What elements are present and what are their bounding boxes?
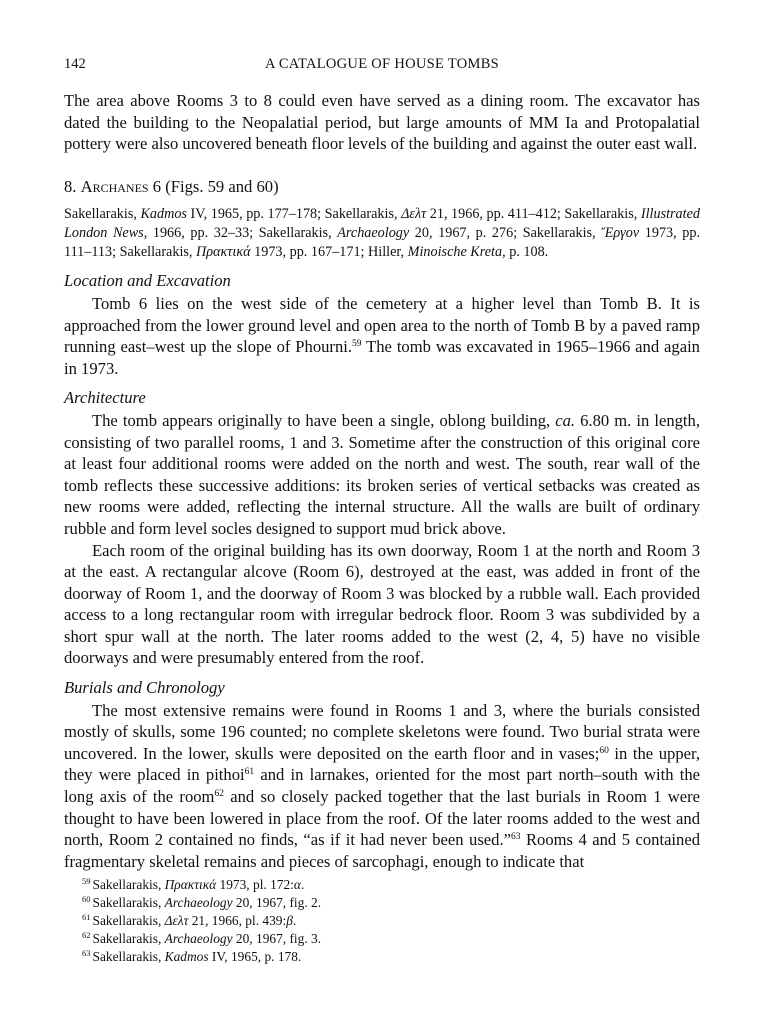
footnote-text [93, 949, 302, 964]
burials-text-4: and so closely packed together that the last burials in Room 1 were thought to have been lowered in place from the roof. Of the later rooms added to the west and north, Room 2 contained no finds, “as if it had never been used.” [64, 787, 701, 850]
page-header [64, 56, 700, 78]
footnote [82, 948, 682, 966]
footnote [82, 876, 682, 894]
location-text-a: Tomb 6 lies on the west side of the cemetery at a higher level than Tomb B. It is approached from the lower ground level and open area to the north of Tomb B by a paved ramp running east–west up the slope of Phourni. [64, 293, 700, 357]
intro-paragraph: The area above Rooms 3 to 8 could even have served as a dining room. The excavator has dated the building to the Neopalatial period, but large amounts of MM Ia and Protopalatial pottery were also uncovered beneath floor levels of the building and against the outer east wall. [64, 91, 700, 154]
italic-text: Πρακτικά [164, 877, 217, 892]
text-run: IV, 1965, p. 178. [208, 949, 302, 964]
italic-text: Kadmos [164, 949, 209, 964]
subhead-location: Location and Excavation [64, 271, 231, 291]
text-run: , p. 108. [502, 244, 549, 261]
footnotes [82, 876, 682, 966]
text-run: 20, 1967, fig. 3. [232, 931, 322, 946]
location-paragraph [64, 293, 700, 379]
italic-text: Illustrated London News [64, 206, 700, 242]
footnote-number: 62 [82, 930, 91, 940]
italic-text: β [286, 913, 293, 928]
text-run: Sakellarakis, [92, 895, 165, 910]
footnote [82, 930, 682, 948]
footnote-text [93, 913, 297, 928]
main-text [64, 90, 700, 872]
footnote-ref-59: 59 [352, 339, 362, 350]
text-run: , 1966, pp. 32–33; Sakellarakis, [143, 225, 338, 242]
footnote-number: 61 [82, 912, 91, 922]
text-run: . [300, 877, 305, 892]
page-number: 142 [64, 56, 86, 72]
bibliography [64, 205, 700, 262]
footnote-number: 59 [82, 876, 91, 886]
text-run: Sakellarakis, [92, 931, 165, 946]
text-run: 20, 1967, p. 276; Sakellarakis, [409, 225, 602, 242]
subhead-architecture: Architecture [64, 388, 146, 408]
italic-text: Ἔργον [601, 225, 640, 242]
text-run: Sakellarakis, [92, 949, 165, 964]
section-title [64, 176, 700, 198]
architecture-text-b: 6.80 m. in length, consisting of two parallel rooms, 1 and 3. Sometime after the construction of this original core at least four additional rooms were added on the north and west. The south, rear wall of the tomb reflects these successive additions: its broken series of vertical setbacks was created as new rooms were added, reflecting the internal structure. All the walls are built of ordinary rubble and form level socles designed to support mud brick above. [64, 410, 700, 538]
footnote-number: 60 [82, 894, 91, 904]
subhead-burials: Burials and Chronology [64, 678, 225, 698]
architecture-ca: ca. [555, 410, 576, 430]
architecture-paragraph-1 [64, 410, 700, 540]
footnote-text [93, 931, 322, 946]
burials-text-2: in the upper, they were placed in pithoi [64, 743, 701, 785]
architecture-text-a: The tomb appears originally to have been a single, oblong building, [92, 410, 556, 430]
section-site: Archanes 6 [80, 176, 162, 196]
burials-text-5: Rooms 4 and 5 contained fragmentary skeletal remains and pieces of sarcophagi, enough to indicate that [64, 830, 700, 871]
footnote-ref-63: 63 [510, 832, 521, 843]
footnote-number: 63 [82, 948, 91, 958]
text-run: 21, 1966, pp. 411–412; Sakellarakis, [426, 206, 641, 223]
text-run: 1973, pl. 172: [216, 877, 294, 892]
burials-text-1: The most extensive remains were found in Rooms 1 and 3, where the burials consisted mostly of skulls, some 196 counted; no complete skeletons were found. Two burial strata were uncovered. In the lower, skulls were deposited on the earth floor and in vases; [64, 700, 700, 763]
italic-text: Kadmos [140, 206, 187, 223]
architecture-paragraph-2: Each room of the original building has its own doorway, Room 1 at the north and Room 3 at the east. A rectangular alcove (Room 6), destroyed at the east, was added in front of the doorway of Room 1, and the doorway of Room 3 was blocked by a rubble wall. Each provided access to a long rectangular room with irregular bedrock floor. Room 3 was subdivided by a short spur wall at the north. The later rooms added to the west (2, 4, 5) have no visible doorways and were presumably entered from the roof. [64, 540, 700, 668]
italic-text: Πρακτικά [196, 244, 251, 261]
text-run: 1973, pp. 111–113; Sakellarakis, [64, 225, 701, 261]
italic-text: α [293, 877, 301, 892]
section-figs: (Figs. 59 and 60) [165, 176, 279, 196]
footnote-ref-61: 61 [244, 767, 255, 778]
footnote-ref-62: 62 [214, 789, 224, 800]
text-run: Sakellarakis, [92, 877, 165, 892]
italic-text: Archaeology [164, 931, 233, 946]
text-run: Sakellarakis, [64, 206, 141, 223]
footnote [82, 912, 682, 930]
footnote-text [93, 877, 305, 892]
italic-text: Δελτ [164, 913, 189, 928]
text-run: . [292, 913, 297, 928]
running-head: A CATALOGUE OF HOUSE TOMBS [264, 56, 500, 72]
text-run: Sakellarakis, [92, 913, 165, 928]
italic-text: Minoische Kreta [407, 244, 503, 261]
footnote [82, 894, 682, 912]
burials-paragraph [64, 700, 700, 873]
italic-text: Archaeology [337, 225, 410, 242]
text-run: 20, 1967, fig. 2. [232, 895, 322, 910]
italic-text: Archaeology [164, 895, 233, 910]
text-run: 21, 1966, pl. 439: [188, 913, 287, 928]
footnote-text [93, 895, 322, 910]
burials-text-3: and in larnakes, oriented for the most part north–south with the long axis of the room [64, 765, 700, 807]
footnote-ref-60: 60 [599, 745, 609, 756]
text-run: IV, 1965, pp. 177–178; Sakellarakis, [186, 206, 402, 223]
location-text-b: The tomb was excavated in 1965–1966 and again in 1973. [64, 337, 700, 378]
italic-text: Δελτ [401, 206, 427, 223]
section-number: 8. [64, 176, 77, 196]
text-run: 1973, pp. 167–171; Hiller, [250, 244, 408, 261]
